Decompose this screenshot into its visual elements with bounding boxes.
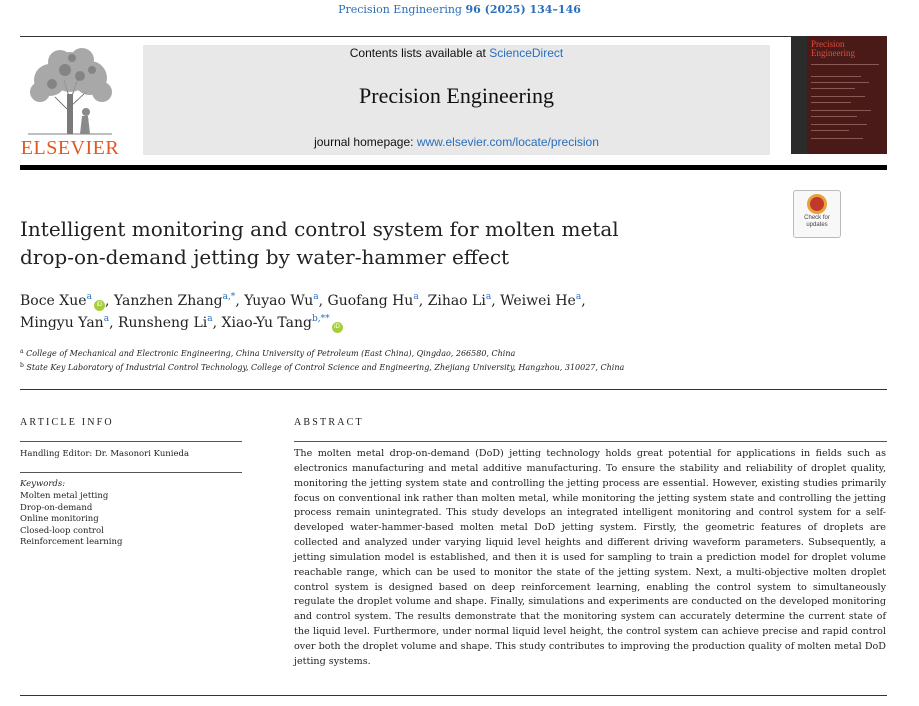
author-name[interactable]: Xiao-Yu Tang bbox=[221, 315, 312, 331]
abstract-rule bbox=[294, 441, 887, 442]
keywords-label: Keywords: bbox=[20, 479, 66, 489]
cover-text-line bbox=[811, 102, 851, 103]
author-affiliation-mark[interactable]: b,** bbox=[312, 314, 330, 324]
keyword-item: Online monitoring bbox=[20, 514, 99, 524]
cover-text-line bbox=[811, 116, 857, 117]
keyword-item: Molten metal jetting bbox=[20, 491, 109, 501]
cover-text-line bbox=[811, 124, 867, 125]
cover-text-line bbox=[811, 76, 861, 77]
article-info-heading: ARTICLE INFO bbox=[20, 417, 114, 428]
author-name[interactable]: Weiwei He bbox=[500, 293, 576, 309]
citation-journal[interactable]: Precision Engineering bbox=[338, 3, 462, 16]
cover-text-line bbox=[811, 82, 869, 83]
cover-text-line bbox=[811, 138, 863, 139]
cover-title-line2: Engineering bbox=[811, 48, 855, 58]
author-affiliation-mark[interactable]: a bbox=[313, 292, 319, 302]
author-name[interactable]: Yanzhen Zhang bbox=[113, 293, 223, 309]
affiliation-rule bbox=[20, 389, 887, 390]
footer-rule bbox=[20, 695, 887, 696]
abstract-text: The molten metal drop-on-demand (DoD) jetting technology holds great potential for applications in fields such as electronics manufacturing and metal additive manufacturing. To ensure the stability and reliability of droplet quality, monitoring the jetting system state and controlling the jetting process are essential. However, existing studies primarily focus on conventional ink rather than molten metal, while monitoring the jetting system state and controlling the jetting process remain unintegrated. This study develops an integrated intelligent monitoring and control system for a self-developed water-hammer-based molten metal DoD jetting system. Firstly, the geometric features of droplets are collected and analyzed under varying liquid level heights and different driving waveform parameters. Subsequently, a jetting simulation model is established, and then it is used for sampling to train a prediction model for droplet volume reachable range, which can be used to monitor the state of the jetting system. Next, a multi-objective molten droplet control system is designed based on deep reinforcement learning, enabling the control system to simultaneously regulate the droplet volume and shape. Finally, simulations and experiments are conducted on the developed monitoring and control system. The results demonstrate that the monitoring system can accurately determine the current state of the liquid level. Furthermore, under normal liquid level height, the control system can achieve precise and rapid control over both the droplet volume and shape. This study contributes to improving the production quality of molten metal DoD jetting systems. bbox=[294, 448, 886, 667]
abstract-heading: ABSTRACT bbox=[294, 417, 364, 428]
author-list: Boce Xue$^a$iD , Yanzhen Zhang$^{a,*}$, Yuyao Wu$^a$, Guofang Hu$^a$, Zihao Li$^a$, Weiwei He$^a$, Mingyu Yan$^a$, Runsheng Li$^a$, Xiao-Yu Tang$^{b,**}$iD bbox=[20, 292, 586, 331]
keywords-rule bbox=[20, 472, 242, 473]
cover-text-line bbox=[811, 88, 855, 89]
homepage-link[interactable]: www.elsevier.com/locate/precision bbox=[416, 135, 599, 149]
header-bottom-rule bbox=[20, 165, 887, 170]
homepage-prefix: journal homepage: bbox=[314, 135, 414, 149]
author-affiliation-mark[interactable]: a,* bbox=[222, 292, 236, 302]
author-affiliation-mark[interactable]: a bbox=[413, 292, 419, 302]
author-affiliation-mark[interactable]: a bbox=[575, 292, 582, 302]
check-updates-icon bbox=[807, 194, 827, 214]
cover-text-line bbox=[811, 130, 849, 131]
badge-line2: updates bbox=[806, 222, 828, 228]
homepage-line bbox=[143, 135, 770, 149]
orcid-icon[interactable]: iD bbox=[94, 300, 105, 311]
journal-cover-image[interactable] bbox=[791, 36, 887, 154]
header-top-rule bbox=[20, 36, 887, 37]
author-name[interactable]: Mingyu Yan bbox=[20, 315, 104, 331]
author-affiliation-mark[interactable]: a bbox=[103, 314, 110, 324]
contents-prefix: Contents lists available at bbox=[349, 46, 486, 60]
journal-citation[interactable] bbox=[0, 3, 919, 16]
publisher-name[interactable]: ELSEVIER bbox=[20, 137, 120, 159]
info-rule bbox=[20, 441, 242, 442]
cover-text-line bbox=[811, 96, 865, 97]
author-affiliation-mark[interactable]: a bbox=[207, 314, 213, 324]
keyword-item: Closed-loop control bbox=[20, 525, 104, 536]
author-name[interactable]: Guofang Hu bbox=[327, 293, 414, 309]
contents-line bbox=[143, 46, 770, 60]
author-name[interactable]: Boce Xue bbox=[20, 293, 87, 309]
author-name[interactable]: Runsheng Li bbox=[117, 315, 208, 331]
article-title bbox=[20, 215, 760, 271]
cover-text-line bbox=[811, 64, 879, 65]
title-line2: drop-on-demand jetting by water-hammer effect bbox=[20, 245, 510, 269]
keyword-item: Drop-on-demand bbox=[20, 502, 93, 513]
cover-text-line bbox=[811, 110, 871, 111]
sciencedirect-link[interactable]: ScienceDirect bbox=[489, 46, 564, 60]
affiliation-text: State Key Laboratory of Industrial Control Technology, College of Control Science and Engineering, Zhejiang University, Hangzhou, 310027, China bbox=[26, 363, 625, 372]
author-name[interactable]: Zihao Li bbox=[427, 293, 486, 309]
keywords-list bbox=[20, 491, 122, 549]
author-affiliation-mark[interactable]: a bbox=[485, 292, 492, 302]
author-name[interactable]: Yuyao Wu bbox=[244, 293, 314, 309]
affiliation-text: College of Mechanical and Electronic Engineering, China University of Petroleum (East China), Qingdao, 266580, China bbox=[26, 349, 516, 358]
cover-title bbox=[811, 40, 885, 58]
title-line1: Intelligent monitoring and control system for molten metal bbox=[20, 217, 619, 241]
journal-name: Precision Engineering bbox=[359, 83, 554, 108]
cover-title-line1: Precision bbox=[811, 39, 845, 49]
handling-editor: Handling Editor: Dr. Masonori Kunieda bbox=[20, 449, 190, 459]
affiliation-a bbox=[20, 348, 880, 358]
affiliation-mark: b bbox=[20, 362, 24, 369]
keyword-item: Reinforcement learning bbox=[20, 537, 123, 547]
orcid-icon[interactable]: iD bbox=[332, 322, 343, 333]
check-for-updates-badge[interactable] bbox=[793, 190, 841, 238]
citation-volume[interactable]: 96 (2025) 134–146 bbox=[465, 3, 581, 16]
journal-banner bbox=[143, 45, 770, 155]
badge-line1: Check for bbox=[804, 215, 830, 221]
cover-stripe bbox=[791, 36, 807, 154]
affiliation-b bbox=[20, 362, 880, 372]
affiliation-mark: a bbox=[20, 348, 24, 355]
author-affiliation-mark[interactable]: a bbox=[86, 292, 92, 302]
